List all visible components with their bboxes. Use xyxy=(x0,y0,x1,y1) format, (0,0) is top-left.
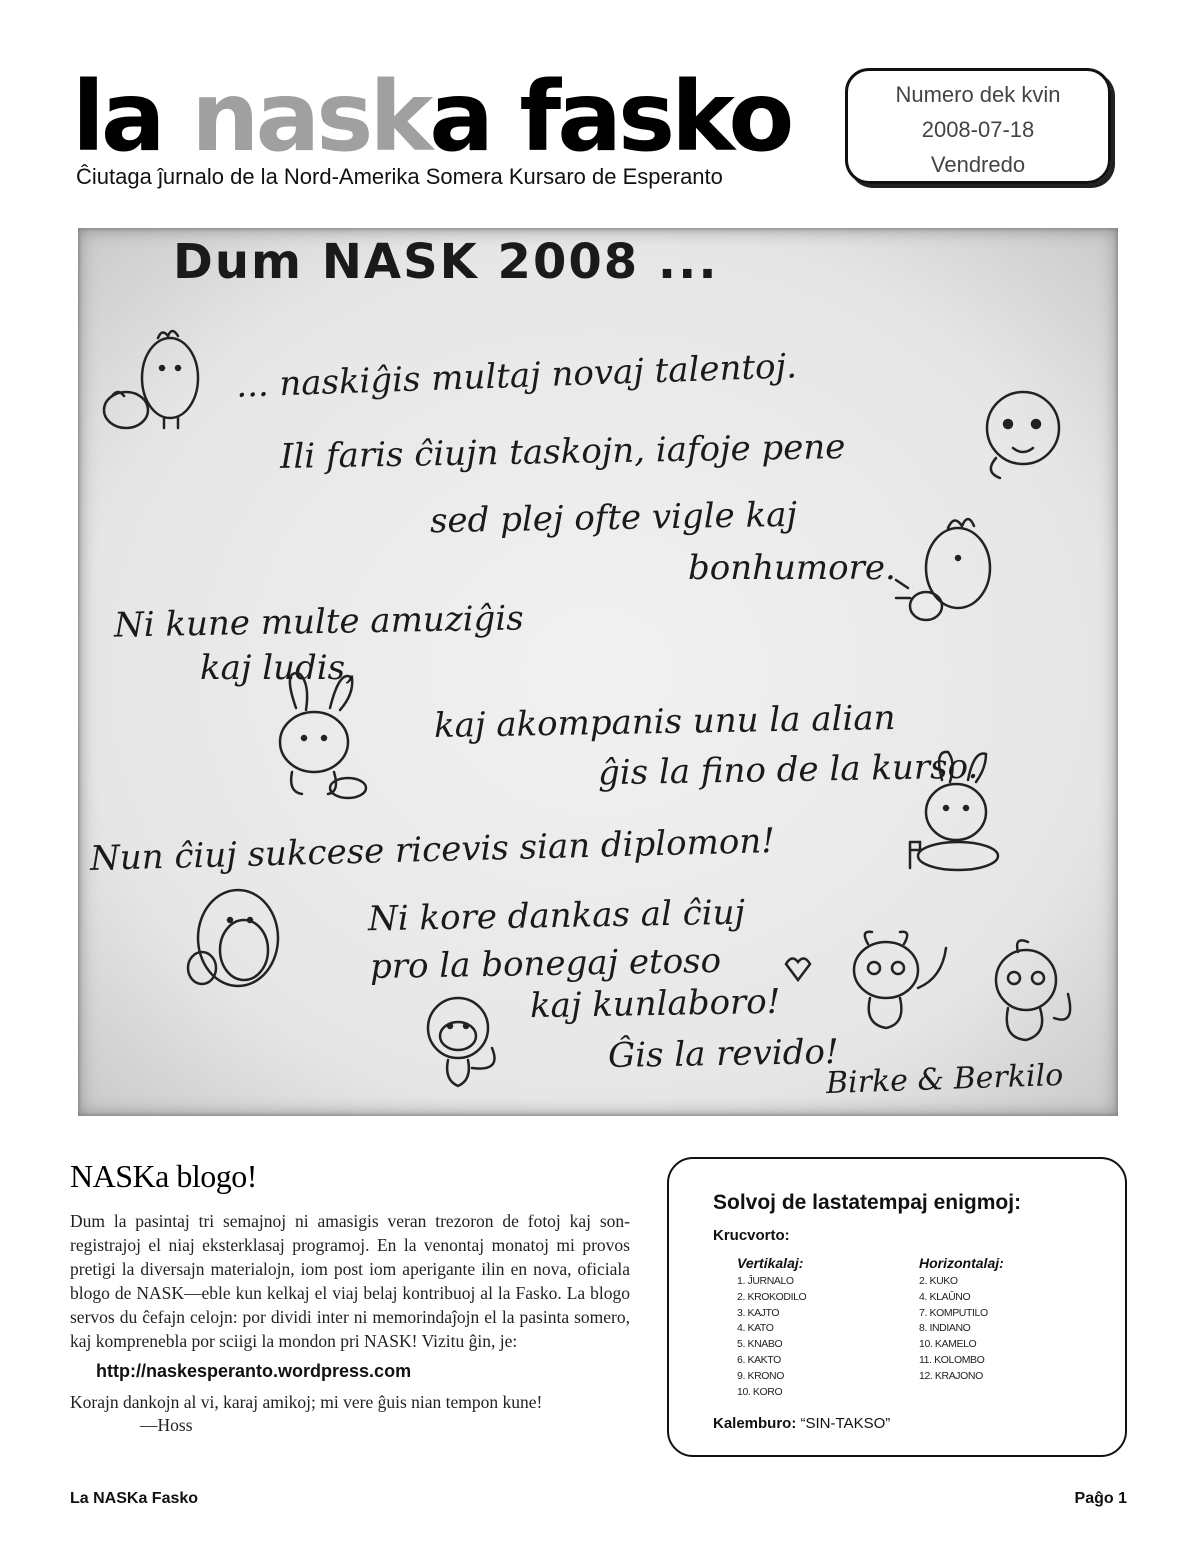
newspaper-title xyxy=(72,62,790,172)
issue-weekday: Vendredo xyxy=(930,152,1026,177)
list-item: 7. KOMPUTILO xyxy=(919,1306,988,1319)
list-item: 3. KAJTO xyxy=(737,1306,780,1319)
heart-doodle-icon xyxy=(786,958,810,980)
list-item: 2. KUKO xyxy=(919,1275,958,1287)
title-part-2: a fasko xyxy=(429,61,791,173)
vertical-heading: Vertikalaj: xyxy=(737,1255,804,1271)
pun-value: “SIN-TAKSO” xyxy=(800,1415,891,1432)
hen-doodle-icon xyxy=(104,331,198,428)
issue-number: Numero dek kvin xyxy=(895,82,1061,107)
title-gray-part: nask xyxy=(191,61,430,173)
list-item: 12. KRAJONO xyxy=(919,1369,983,1382)
blog-article-title: NASKa blogo! xyxy=(70,1158,257,1194)
newspaper-subtitle: Ĉiutaga ĵurnalo de la Nord-Amerika Somera Kursaro de Esperanto xyxy=(76,164,723,189)
note-line-12: kaj kunlaboro! xyxy=(529,981,781,1027)
list-item: 4. KLAŬNO xyxy=(919,1290,971,1303)
note-signature: Birke & Berkilo xyxy=(825,1057,1064,1102)
note-line-5: Ni kune multe amuziĝis xyxy=(113,598,524,646)
masthead xyxy=(72,62,832,202)
puzzle-solutions-title: Solvoj de lastatempaj enigmoj: xyxy=(713,1191,1022,1214)
note-line-11: pro la bonegaj etoso xyxy=(369,940,722,988)
pun-answer xyxy=(713,1415,890,1432)
bunny-doodle-icon xyxy=(280,673,366,798)
note-line-title: Dum NASK 2008 ... xyxy=(173,234,719,290)
bird-doodle-icon xyxy=(896,519,990,620)
note-line-1: ... naskiĝis multaj novaj talentoj. xyxy=(235,346,798,406)
note-line-2: Ili faris ĉiujn taskojn, iafoje pene xyxy=(279,427,846,477)
penguin-doodle-icon xyxy=(188,890,278,986)
footer-publication-name: La NASKa Fasko xyxy=(70,1490,199,1507)
note-line-8: ĝis la fino de la kurso. xyxy=(597,746,979,794)
dragon-doodle-icon-2 xyxy=(996,940,1070,1040)
issue-info-box xyxy=(845,68,1111,184)
vertical-answers-column xyxy=(737,1255,806,1400)
crossword-label: Krucvorto: xyxy=(713,1227,790,1244)
note-line-3: sed plej ofte vigle kaj xyxy=(429,494,798,542)
issue-date: 2008-07-18 xyxy=(921,117,1035,142)
title-part-1: la xyxy=(72,61,192,173)
handwritten-note-photo xyxy=(78,228,1118,1116)
list-item: 2. KROKODILO xyxy=(737,1290,807,1303)
blog-signature: —Hoss xyxy=(140,1415,193,1435)
horizontal-heading: Horizontalaj: xyxy=(919,1255,1004,1271)
blog-url-link[interactable]: http://naskesperanto.wordpress.com xyxy=(96,1361,412,1381)
note-line-13: Ĝis la revido! xyxy=(607,1031,839,1077)
vertical-answers-list xyxy=(737,1274,806,1400)
dragon-doodle-icon xyxy=(854,932,946,1028)
note-line-10: Ni kore dankas al ĉiuj xyxy=(367,892,746,940)
horizontal-answers-column xyxy=(919,1255,1004,1385)
horizontal-answers-list xyxy=(919,1274,1004,1385)
baby-chick-doodle-icon xyxy=(987,392,1059,478)
list-item: 6. KAKTO xyxy=(737,1353,781,1366)
blog-article-body: Dum la pasintaj tri semajnoj ni amasigis veran trezoron de fotoj kaj son-registrajoj el niaj eksterklasaj programoj. En la venontaj monatoj mi provos pretigi la diversajn materialojn, iom post iom aperigante ilin en nova, oficiala blogo de NASK—eble kun kelkaj el viaj belaj kontribuoj al la Fasko. La blogo servos du ĉefajn celojn: por dividi inter ni memorindaĵojn el la pasinta somero, kaj komprenebla por sciigi la mondon pri NASK! Vizitu ĝin, je: xyxy=(70,1211,630,1351)
blog-thanks-text: Korajn dankojn al vi, karaj amikoj; mi vere ĝuis nian tempon kune! xyxy=(70,1392,543,1412)
note-line-9: Nun ĉiuj sukcese ricevis sian diplomon! xyxy=(89,821,776,879)
note-line-7: kaj akompanis unu la alian xyxy=(433,697,896,747)
puzzle-solutions-box xyxy=(667,1157,1127,1457)
pun-label: Kalemburo: xyxy=(713,1415,797,1432)
monkey-doodle-icon xyxy=(428,998,495,1086)
footer-page-number: Paĝo 1 xyxy=(1074,1490,1127,1507)
list-item: 11. KOLOMBO xyxy=(919,1353,985,1366)
list-item: 4. KATO xyxy=(737,1322,774,1335)
list-item: 10. KORO xyxy=(737,1385,783,1398)
list-item: 10. KAMELO xyxy=(919,1338,977,1351)
note-line-4: bonhumore. xyxy=(688,548,896,588)
list-item: 5. KNABO xyxy=(737,1338,783,1351)
blog-article xyxy=(70,1158,630,1436)
list-item: 8. INDIANO xyxy=(919,1322,971,1335)
note-line-6: kaj ludis, xyxy=(200,648,356,688)
list-item: 9. KRONO xyxy=(737,1369,784,1382)
list-item: 1. ĴURNALO xyxy=(737,1275,794,1287)
